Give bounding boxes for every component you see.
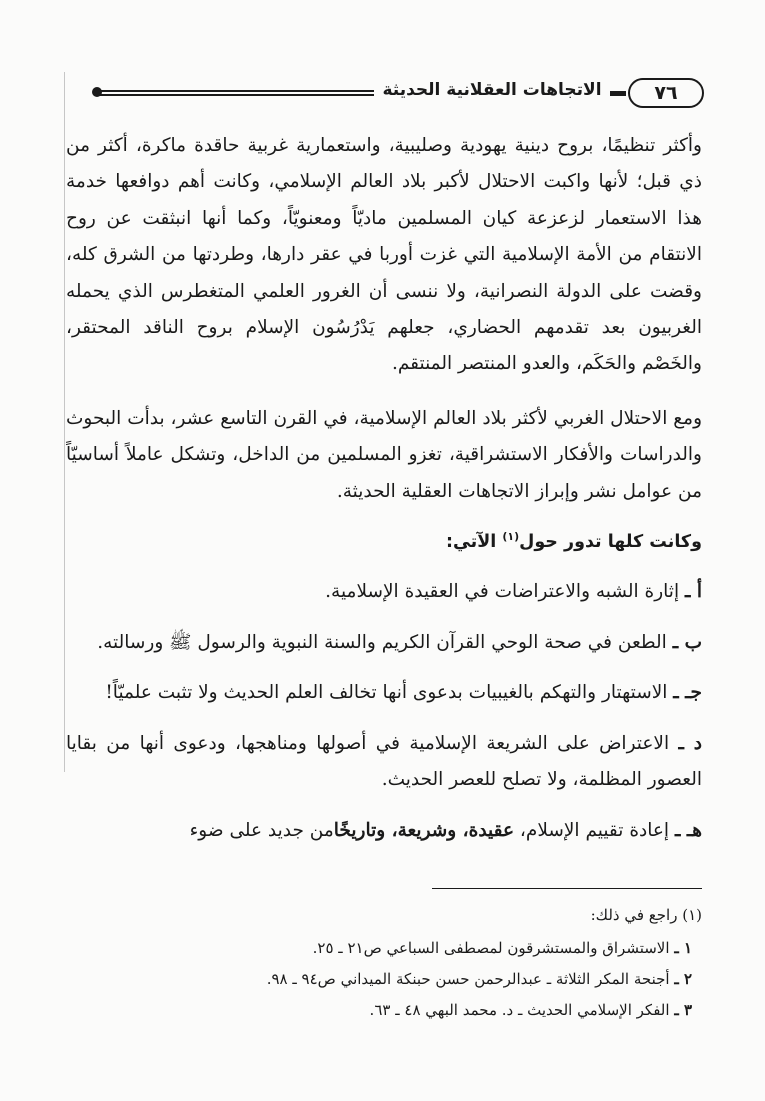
footnotes bbox=[140, 900, 702, 1026]
item-text: الطعن في صحة الوحي القرآن الكريم والسنة النبوية والرسول ﷺ ورسالته. bbox=[97, 631, 673, 653]
header-rule bbox=[96, 90, 374, 96]
footnote-text: أجنحة المكر الثلاثة ـ عبدالرحمن حسن حبنكة الميداني ص٩٤ ـ ٩٨. bbox=[266, 970, 675, 988]
footnote-number: ٣ ـ bbox=[674, 1001, 692, 1019]
paragraph: وأكثر تنظيمًا، بروح دينية يهودية وصليبية، واستعمارية غربية حاقدة ماكرة، أكثر من ذي قبل؛ لأنها واكبت الاحتلال لأكبر بلاد العالم الإسلامي، وكانت أهم دوافعها خدمة هذا الاستعمار لزعزعة كيان المسلمين ماديّاً ومعنويّاً، وكما أنها انبثقت عن روح الانتقام من الأمة الإسلامية التي غزت أوربا في عقر دارها، وطردتها من الشرق كله، وقضت على الدولة النصرانية، ولا ننسى أن الغرور العلمي المتغطرس الذي يحمله الغربيون بعد تقدمهم الحضاري، جعلهم يَدْرُسُون الإسلام بروح الناقد المحتقر، والخَصْم والحَكَم، والعدو المنتصر المنتقم. bbox=[66, 135, 702, 375]
item-label: أ ـ bbox=[684, 581, 702, 603]
item-text: الاعتراض على الشريعة الإسلامية في أصولها ومناهجها، ودعوى أنها من بقايا العصور المظلمة، ولا تصلح للعصر الحديث. bbox=[66, 732, 702, 791]
item-text: إثارة الشبه والاعتراضات في العقيدة الإسلامية. bbox=[325, 581, 685, 603]
header-ornament bbox=[610, 91, 626, 96]
list-item bbox=[66, 726, 702, 799]
paragraph: ومع الاحتلال الغربي لأكثر بلاد العالم الإسلامية، في القرن التاسع عشر، بدأت البحوث والدراسات والأفكار الاستشراقية، تغزو المسلمين من الداخل، وتشكل عاملاً أساسيّاً من عوامل نشر وإبراز الاتجاهات العقلية الحديثة. bbox=[66, 407, 702, 502]
body-text bbox=[66, 128, 702, 849]
footnote-number: ٢ ـ bbox=[674, 970, 692, 988]
item-label: د ـ bbox=[678, 732, 702, 754]
header-dot bbox=[92, 87, 102, 97]
item-label: جـ ـ bbox=[673, 682, 702, 704]
list-item bbox=[66, 574, 702, 610]
footnote-number: ١ ـ bbox=[674, 939, 692, 957]
footnote-marker: (١) bbox=[502, 530, 520, 544]
item-label: ب ـ bbox=[672, 631, 702, 653]
margin-line bbox=[64, 72, 65, 772]
list-heading bbox=[66, 524, 702, 560]
footnote-entry bbox=[140, 995, 702, 1026]
page-header bbox=[92, 78, 704, 112]
list-heading-tail: الآتي: bbox=[445, 532, 503, 553]
footnote-entry bbox=[140, 933, 702, 964]
list-item bbox=[66, 813, 702, 849]
item-emphasis: عقيدة، وشريعة، وتاريخًا bbox=[333, 819, 515, 841]
page-number: ٧٦ bbox=[628, 78, 704, 108]
footnote-text: الاستشراق والمستشرقون لمصطفى السباعي ص٢١ ـ ٢٥. bbox=[312, 939, 675, 957]
item-text: الاستهتار والتهكم بالغيبيات بدعوى أنها تخالف العلم الحديث ولا تثبت علميّاً! bbox=[105, 682, 674, 704]
list-item bbox=[66, 625, 702, 661]
list-heading-text: وكانت كلها تدور حول bbox=[519, 532, 702, 553]
item-label: هـ ـ bbox=[674, 819, 702, 841]
item-text-tail: من جديد على ضوء bbox=[189, 819, 334, 841]
footnote-intro: (١) راجع في ذلك: bbox=[590, 906, 702, 924]
footnote-text: الفكر الإسلامي الحديث ـ د. محمد البهي ٤٨ ـ ٦٣. bbox=[369, 1001, 675, 1019]
item-text: إعادة تقييم الإسلام، bbox=[514, 819, 675, 841]
footnote-entry bbox=[140, 964, 702, 995]
footnote-separator bbox=[432, 888, 702, 889]
list-item bbox=[66, 675, 702, 711]
running-title: الاتجاهات العقلانية الحديثة bbox=[382, 80, 602, 100]
